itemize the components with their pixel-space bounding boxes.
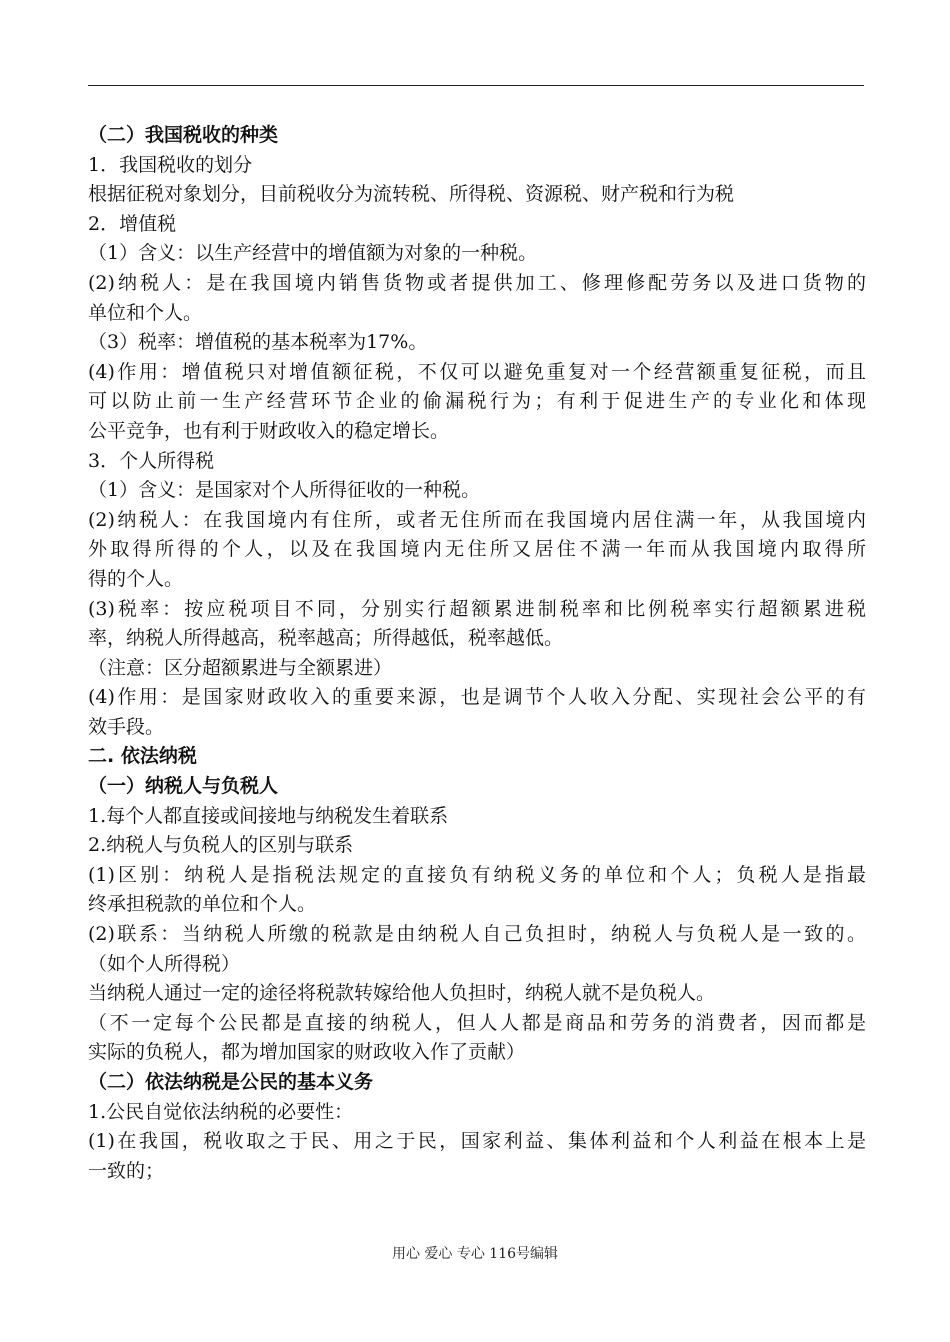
text-line: 2.纳税人与负税人的区别与联系 xyxy=(88,834,354,857)
section-heading: （一）纳税人与负税人 xyxy=(88,775,279,798)
text-line: 1.每个人都直接或间接地与纳税发生着联系 xyxy=(88,804,449,827)
text-line: (4)作用：是国家财政收入的重要来源，也是调节个人收入分配、实现社会公平的有 xyxy=(88,686,866,709)
text-line: 根据征税对象划分，目前税收分为流转税、所得税、资源税、财产税和行为税 xyxy=(88,183,735,206)
text-line: (2)纳税人：是在我国境内销售货物或者提供加工、修理修配劳务以及进口货物的 xyxy=(88,271,866,294)
section-heading: （二）我国税收的种类 xyxy=(88,124,279,146)
header-rule xyxy=(88,85,864,86)
text-line: 2．增值税 xyxy=(88,212,177,235)
text-line: 单位和个人。 xyxy=(88,301,203,324)
text-line: 当纳税人通过一定的途径将税款转嫁给他人负担时，纳税人就不是负税人。 xyxy=(88,982,716,1005)
text-line: 公平竞争，也有利于财政收入的稳定增长。 xyxy=(88,419,450,442)
text-line: (4)作用：增值税只对增值额征税，不仅可以避免重复对一个经营额重复征税，而且 xyxy=(88,360,866,383)
page-footer: 用心 爱心 专心 116号编辑 xyxy=(391,1246,559,1262)
text-line: 1．我国税收的划分 xyxy=(88,153,253,176)
text-line: (3)税率：按应税项目不同，分别实行超额累进制税率和比例税率实行超额累进税 xyxy=(88,597,866,620)
section-heading: （二）依法纳税是公民的基本义务 xyxy=(88,1071,374,1093)
text-line: 3．个人所得税 xyxy=(88,449,215,472)
text-line: （1）含义：是国家对个人所得征收的一种税。 xyxy=(88,479,481,502)
text-line: 可以防止前一生产经营环节企业的偷漏税行为；有利于促进生产的专业化和体现 xyxy=(88,390,866,413)
text-line: (1)区别：纳税人是指税法规定的直接负有纳税义务的单位和个人；负税人是指最 xyxy=(88,863,866,886)
text-line: 1.公民自觉依法纳税的必要性： xyxy=(88,1100,354,1123)
section-heading: 二. 依法纳税 xyxy=(88,745,197,768)
text-line: （不一定每个公民都是直接的纳税人，但人人都是商品和劳务的消费者，因而都是 xyxy=(88,1011,866,1034)
text-line: （注意：区分超额累进与全额累进） xyxy=(88,656,393,679)
text-line: 率，纳税人所得越高，税率越高；所得越低，税率越低。 xyxy=(88,627,564,650)
text-line: （如个人所得税） xyxy=(88,952,241,975)
text-line: 实际的负税人，都为增加国家的财政收入作了贡献） xyxy=(88,1041,526,1064)
text-line: 终承担税款的单位和个人。 xyxy=(88,893,317,916)
text-line: 一致的； xyxy=(88,1159,165,1182)
text-line: (2)联系：当纳税人所缴的税款是由纳税人自己负担时，纳税人与负税人是一致的。 xyxy=(88,923,866,946)
text-line: (2)纳税人：在我国境内有住所，或者无住所而在我国境内居住满一年，从我国境内 xyxy=(88,508,866,531)
text-line: 效手段。 xyxy=(88,715,165,738)
text-line: 得的个人。 xyxy=(88,567,184,590)
document-body xyxy=(88,121,866,1186)
text-line: 外取得所得的个人，以及在我国境内无住所又居住不满一年而从我国境内取得所 xyxy=(88,538,866,561)
text-line: (1)在我国，税收取之于民、用之于民，国家利益、集体利益和个人利益在根本上是 xyxy=(88,1130,866,1153)
text-line: （3）税率：增值税的基本税率为17%。 xyxy=(88,331,428,354)
text-line: （1）含义：以生产经营中的增值额为对象的一种税。 xyxy=(88,242,538,265)
